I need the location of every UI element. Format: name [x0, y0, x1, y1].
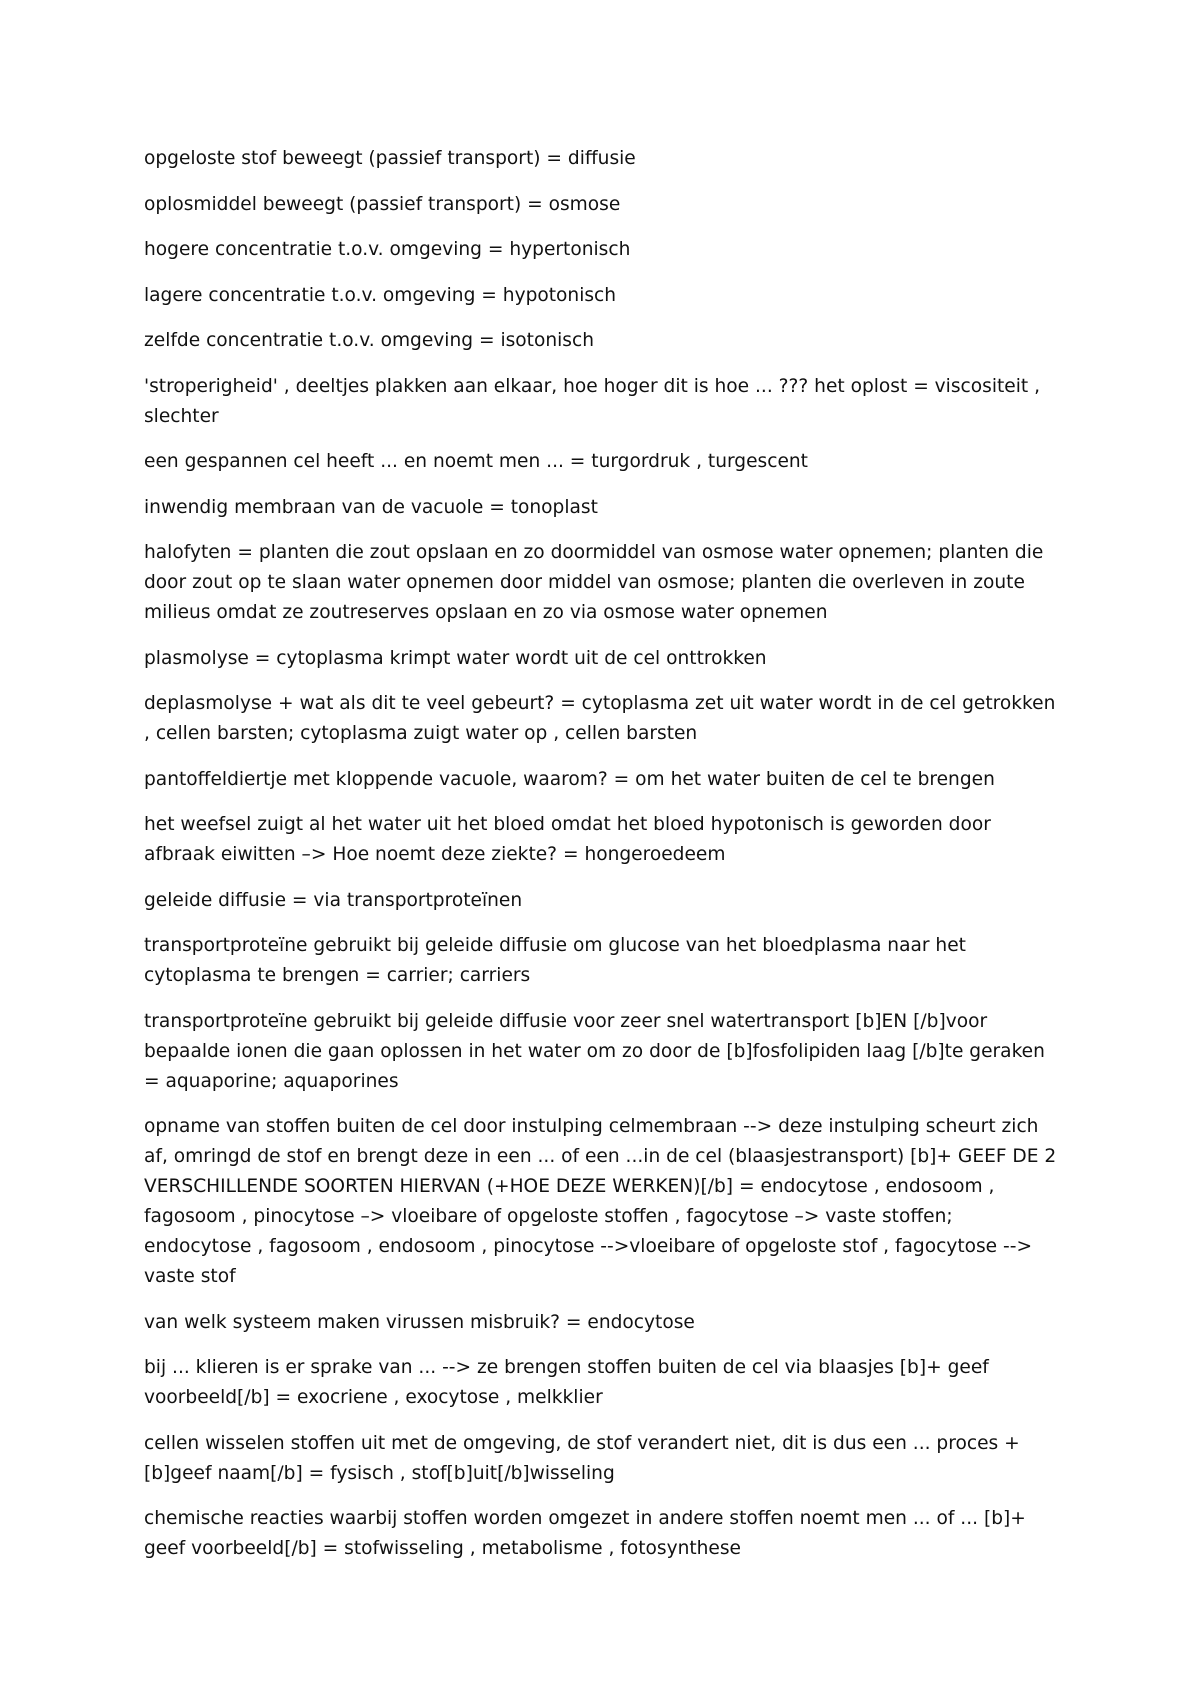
paragraph-isotonisch: zelfde concentratie t.o.v. omgeving = isotonisch — [144, 330, 594, 351]
paragraph-carrier: transportproteïne gebruikt bij geleide diffusie om glucose van het bloedplasma naar het cytoplasma te brengen = carrier; carriers — [144, 935, 966, 986]
paragraph-stofuitwisseling: cellen wisselen stoffen uit met de omgeving, de stof verandert niet, dit is dus een ... proces + [b]geef naam[/b] = fysisch , stof[b]uit[/b]wisseling — [144, 1432, 1020, 1484]
paragraph-pantoffeldiertje: pantoffeldiertje met kloppende vacuole, waarom? = om het water buiten de cel te brengen — [144, 768, 995, 790]
paragraph-exocytose: bij ... klieren is er sprake van ... --> ze brengen stoffen buiten de cel via blaasjes [b]+ geef voorbeeld[/b] = exocriene , exocytose , melkklier — [144, 1357, 989, 1408]
paragraph-deplasmolyse: deplasmolyse + wat als dit te veel gebeurt? = cytoplasma zet uit water wordt in de cel getrokken , cellen barsten; cytoplasma zuigt water op , cellen barsten — [144, 693, 1056, 744]
paragraph-turgordruk: een gespannen cel heeft ... en noemt men ... = turgordruk , turgescent — [144, 451, 808, 472]
document-body — [144, 144, 1064, 1580]
paragraph-aquaporine: transportproteïne gebruikt bij geleide diffusie voor zeer snel watertransport [b]EN [/b]voor bepaalde ionen die gaan oplossen in het water om zo door de [b]fosfolipiden laag [/b]te geraken = aquaporine; aquaporines — [144, 1010, 1045, 1092]
paragraph-halofyten: halofyten = planten die zout opslaan en zo doormiddel van osmose water opnemen; planten die door zout op te slaan water opnemen door middel van osmose; planten die overleven in zoute milieus omdat ze zoutreserves opslaan en zo via osmose water opnemen — [144, 542, 1044, 623]
paragraph-geleide-diffusie: geleide diffusie = via transportproteïnen — [144, 889, 523, 911]
paragraph-hypotonisch: lagere concentratie t.o.v. omgeving = hypotonisch — [144, 284, 617, 306]
paragraph-viscositeit: 'stroperigheid' , deeltjes plakken aan elkaar, hoe hoger dit is hoe ... ??? het oplost = viscositeit , slechter — [144, 375, 1040, 427]
paragraph-hongeroedeem: het weefsel zuigt al het water uit het bloed omdat het bloed hypotonisch is geworden door afbraak eiwitten –> Hoe noemt deze ziekte? = hongeroedeem — [144, 814, 991, 865]
paragraph-endocytose: opname van stoffen buiten de cel door instulping celmembraan --> deze instulping scheurt zich af, omringd de stof en brengt deze in een ... of een ...in de cel (blaasjestransport) [b]+ GEEF DE 2 VERSCHILLENDE SOORTEN HIERVAN (+HOE DEZE WERKEN)[/b] = endocytose , endosoom , fagosoom , pinocytose –> vloeibare of opgeloste stoffen , fagocytose –> vaste stoffen; endocytose , fagosoom , endosoom , pinocytose -->vloeibare of opgeloste stof , fagocytose --> vaste stof — [144, 1116, 1057, 1287]
paragraph-stofwisseling: chemische reacties waarbij stoffen worden omgezet in andere stoffen noemt men ... of ... [b]+ geef voorbeeld[/b] = stofwisseling , metabolisme , fotosynthese — [144, 1508, 1026, 1559]
paragraph-osmose: oplosmiddel beweegt (passief transport) = osmose — [144, 193, 621, 215]
paragraph-plasmolyse: plasmolyse = cytoplasma krimpt water wordt uit de cel onttrokken — [144, 647, 767, 669]
paragraph-virussen: van welk systeem maken virussen misbruik? = endocytose — [144, 1311, 695, 1333]
paragraph-hypertonisch: hogere concentratie t.o.v. omgeving = hypertonisch — [144, 239, 631, 260]
paragraph-diffusie: opgeloste stof beweegt (passief transport) = diffusie — [144, 148, 636, 169]
paragraph-tonoplast: inwendig membraan van de vacuole = tonoplast — [144, 496, 598, 518]
